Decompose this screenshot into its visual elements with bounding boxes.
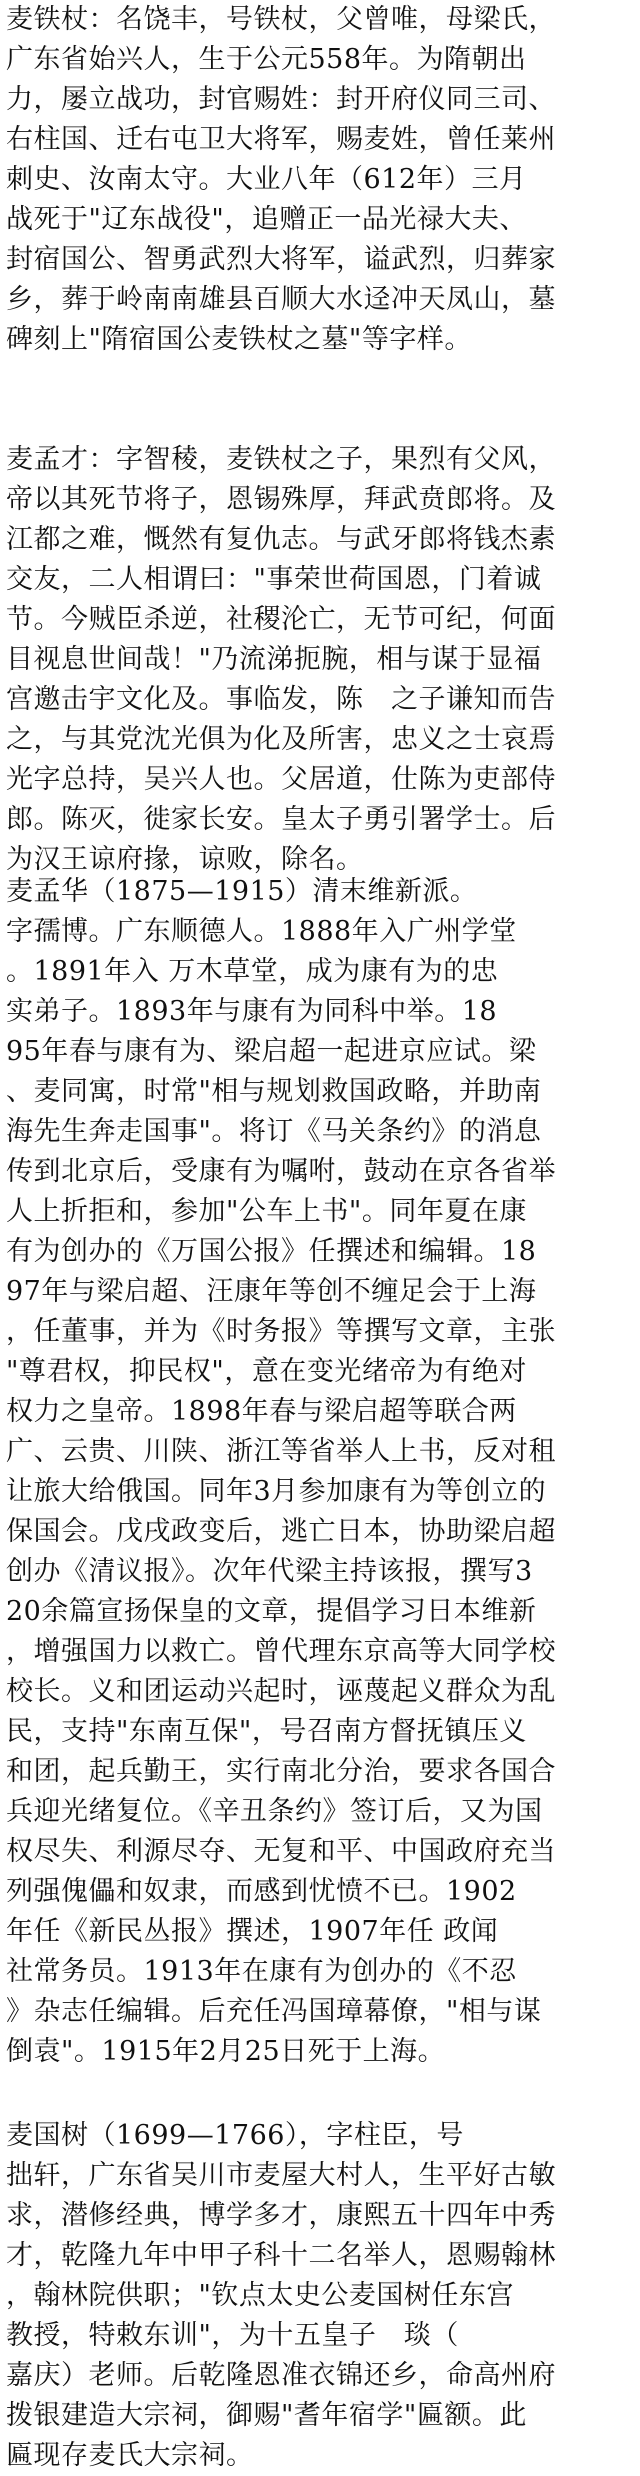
text-line: 传到北京后，受康有为嘱咐，鼓动在京各省举 [6,1156,556,1187]
text-line: 权力之皇帝。1898年春与梁启超等联合两 [6,1396,517,1427]
text-line: 宫邀击宇文化及。事临发，陈 之子谦知而告 [6,684,556,715]
text-line: 列强傀儡和奴隶，而感到忧愤不已。1902 [6,1876,517,1907]
biography-mai-menghua [6,872,626,2072]
text-line: 光字总持，吴兴人也。父居道，仕陈为吏部侍 [6,764,556,795]
text-line: ，翰林院供职；"钦点太史公麦国树任东宫 [6,2280,514,2311]
text-line: 麦铁杖：名饶丰，号铁杖，父曾唯，母梁氏， [6,4,556,35]
text-line: 广东省始兴人，生于公元558年。为隋朝出 [6,44,527,75]
text-line: 人上折拒和，参加"公车上书"。同年夏在康 [6,1196,527,1227]
text-line: 才，乾隆九年中甲子科十二名举人，恩赐翰林 [6,2240,556,2271]
text-line: 战死于"辽东战役"，追赠正一品光禄大夫、 [6,204,527,235]
text-line: 江都之难，慨然有复仇志。与武牙郎将钱杰素 [6,524,556,555]
text-line: 匾现存麦氏大宗祠。 [6,2440,254,2471]
biography-mai-tiezhang [6,0,626,360]
text-line: 20余篇宣扬保皇的文章，提倡学习日本维新 [6,1596,537,1627]
text-line: 麦孟才：字智稜，麦铁杖之子，果烈有父风， [6,444,556,475]
text-line: 嘉庆）老师。后乾隆恩准衣锦还乡，命高州府 [6,2360,556,2391]
biography-mai-mengcai [6,440,626,880]
text-line: 兵迎光绪复位。《辛丑条约》签订后，又为国 [6,1796,543,1827]
text-line: 力，屡立战功，封官赐姓：封开府仪同三司、 [6,84,556,115]
text-line: 封宿国公、智勇武烈大将军，谥武烈，归葬家 [6,244,556,275]
text-line: 麦孟华（1875—1915）清末维新派。 [6,876,478,907]
text-line: 让旅大给俄国。同年3月参加康有为等创立的 [6,1476,547,1507]
text-line: 帝以其死节将子，恩锡殊厚，拜武贲郎将。及 [6,484,556,515]
text-line: 倒袁"。1915年2月25日死于上海。 [6,2036,446,2067]
text-line: 权尽失、利源尽夺、无复和平、中国政府充当 [6,1836,556,1867]
text-line: 、麦同寓，时常"相与规划救国政略，并助南 [6,1076,542,1107]
text-line: 之，与其党沈光俱为化及所害，忠义之士哀焉 [6,724,556,755]
text-line: 有为创办的《万国公报》任撰述和编辑。18 [6,1236,537,1267]
text-line: 节。今贼臣杀逆，社稷沦亡，无节可纪，何面 [6,604,556,635]
text-line: 保国会。戊戌政变后，逃亡日本，协助梁启超 [6,1516,556,1547]
text-line: 97年与梁启超、汪康年等创不缠足会于上海 [6,1276,537,1307]
text-line: 碑刻上"隋宿国公麦铁杖之墓"等字样。 [6,324,472,355]
text-line: 郎。陈灭，徙家长安。皇太子勇引署学士。后 [6,804,556,835]
text-line: 实弟子。1893年与康有为同科中举。18 [6,996,498,1027]
text-line: 95年春与康有为、梁启超一起进京应试。梁 [6,1036,537,1067]
text-line: 交友，二人相谓曰："事荣世荷国恩，门着诚 [6,564,542,595]
text-line: ，任董事，并为《时务报》等撰写文章，主张 [6,1316,556,1347]
text-line: 和团，起兵勤王，实行南北分治，要求各国合 [6,1756,556,1787]
text-line: 教授，特敕东训"，为十五皇子 琰（ [6,2320,459,2351]
text-line: 拨银建造大宗祠，御赐"耆年宿学"匾额。此 [6,2400,527,2431]
text-line: 麦国树（1699—1766），字柱臣，号 [6,2120,464,2151]
text-line: 求，潜修经典，博学多才，康熙五十四年中秀 [6,2200,556,2231]
text-line: 为汉王谅府掾，谅败，除名。 [6,844,364,875]
text-line: 字孺博。广东顺德人。1888年入广州学堂 [6,916,517,947]
biography-mai-guoshu [6,2116,626,2476]
text-line: 右柱国、迁右屯卫大将军，赐麦姓，曾任莱州 [6,124,556,155]
text-line: "尊君权，抑民权"，意在变光绪帝为有绝对 [6,1356,527,1387]
text-line: 拙轩，广东省吴川市麦屋大村人，生平好古敏 [6,2160,556,2191]
text-line: 目视息世间哉！"乃流涕扼腕，相与谋于显福 [6,644,542,675]
text-line: 》杂志任编辑。后充任冯国璋幕僚，"相与谋 [6,1996,542,2027]
text-line: 海先生奔走国事"。将订《马关条约》的消息 [6,1116,542,1147]
text-line: 社常务员。1913年在康有为创办的《不忍 [6,1956,517,1987]
text-line: 乡，葬于岭南南雄县百顺大水迳冲天凤山，墓 [6,284,556,315]
text-line: 刺史、汝南太守。大业八年（612年）三月 [6,164,527,195]
text-line: ，增强国力以救亡。曾代理东京高等大同学校 [6,1636,556,1667]
text-line: 创办《清议报》。次年代梁主持该报，撰写3 [6,1556,533,1587]
text-line: 民，支持"东南互保"，号召南方督抚镇压义 [6,1716,527,1747]
text-line: 年任《新民丛报》撰述，1907年任 政闻 [6,1916,499,1947]
text-line: 广、云贵、川陕、浙江等省举人上书，反对租 [6,1436,556,1467]
text-line: 校长。义和团运动兴起时，诬蔑起义群众为乱 [6,1676,556,1707]
text-line: 。1891年入 万木草堂，成为康有为的忠 [6,956,499,987]
